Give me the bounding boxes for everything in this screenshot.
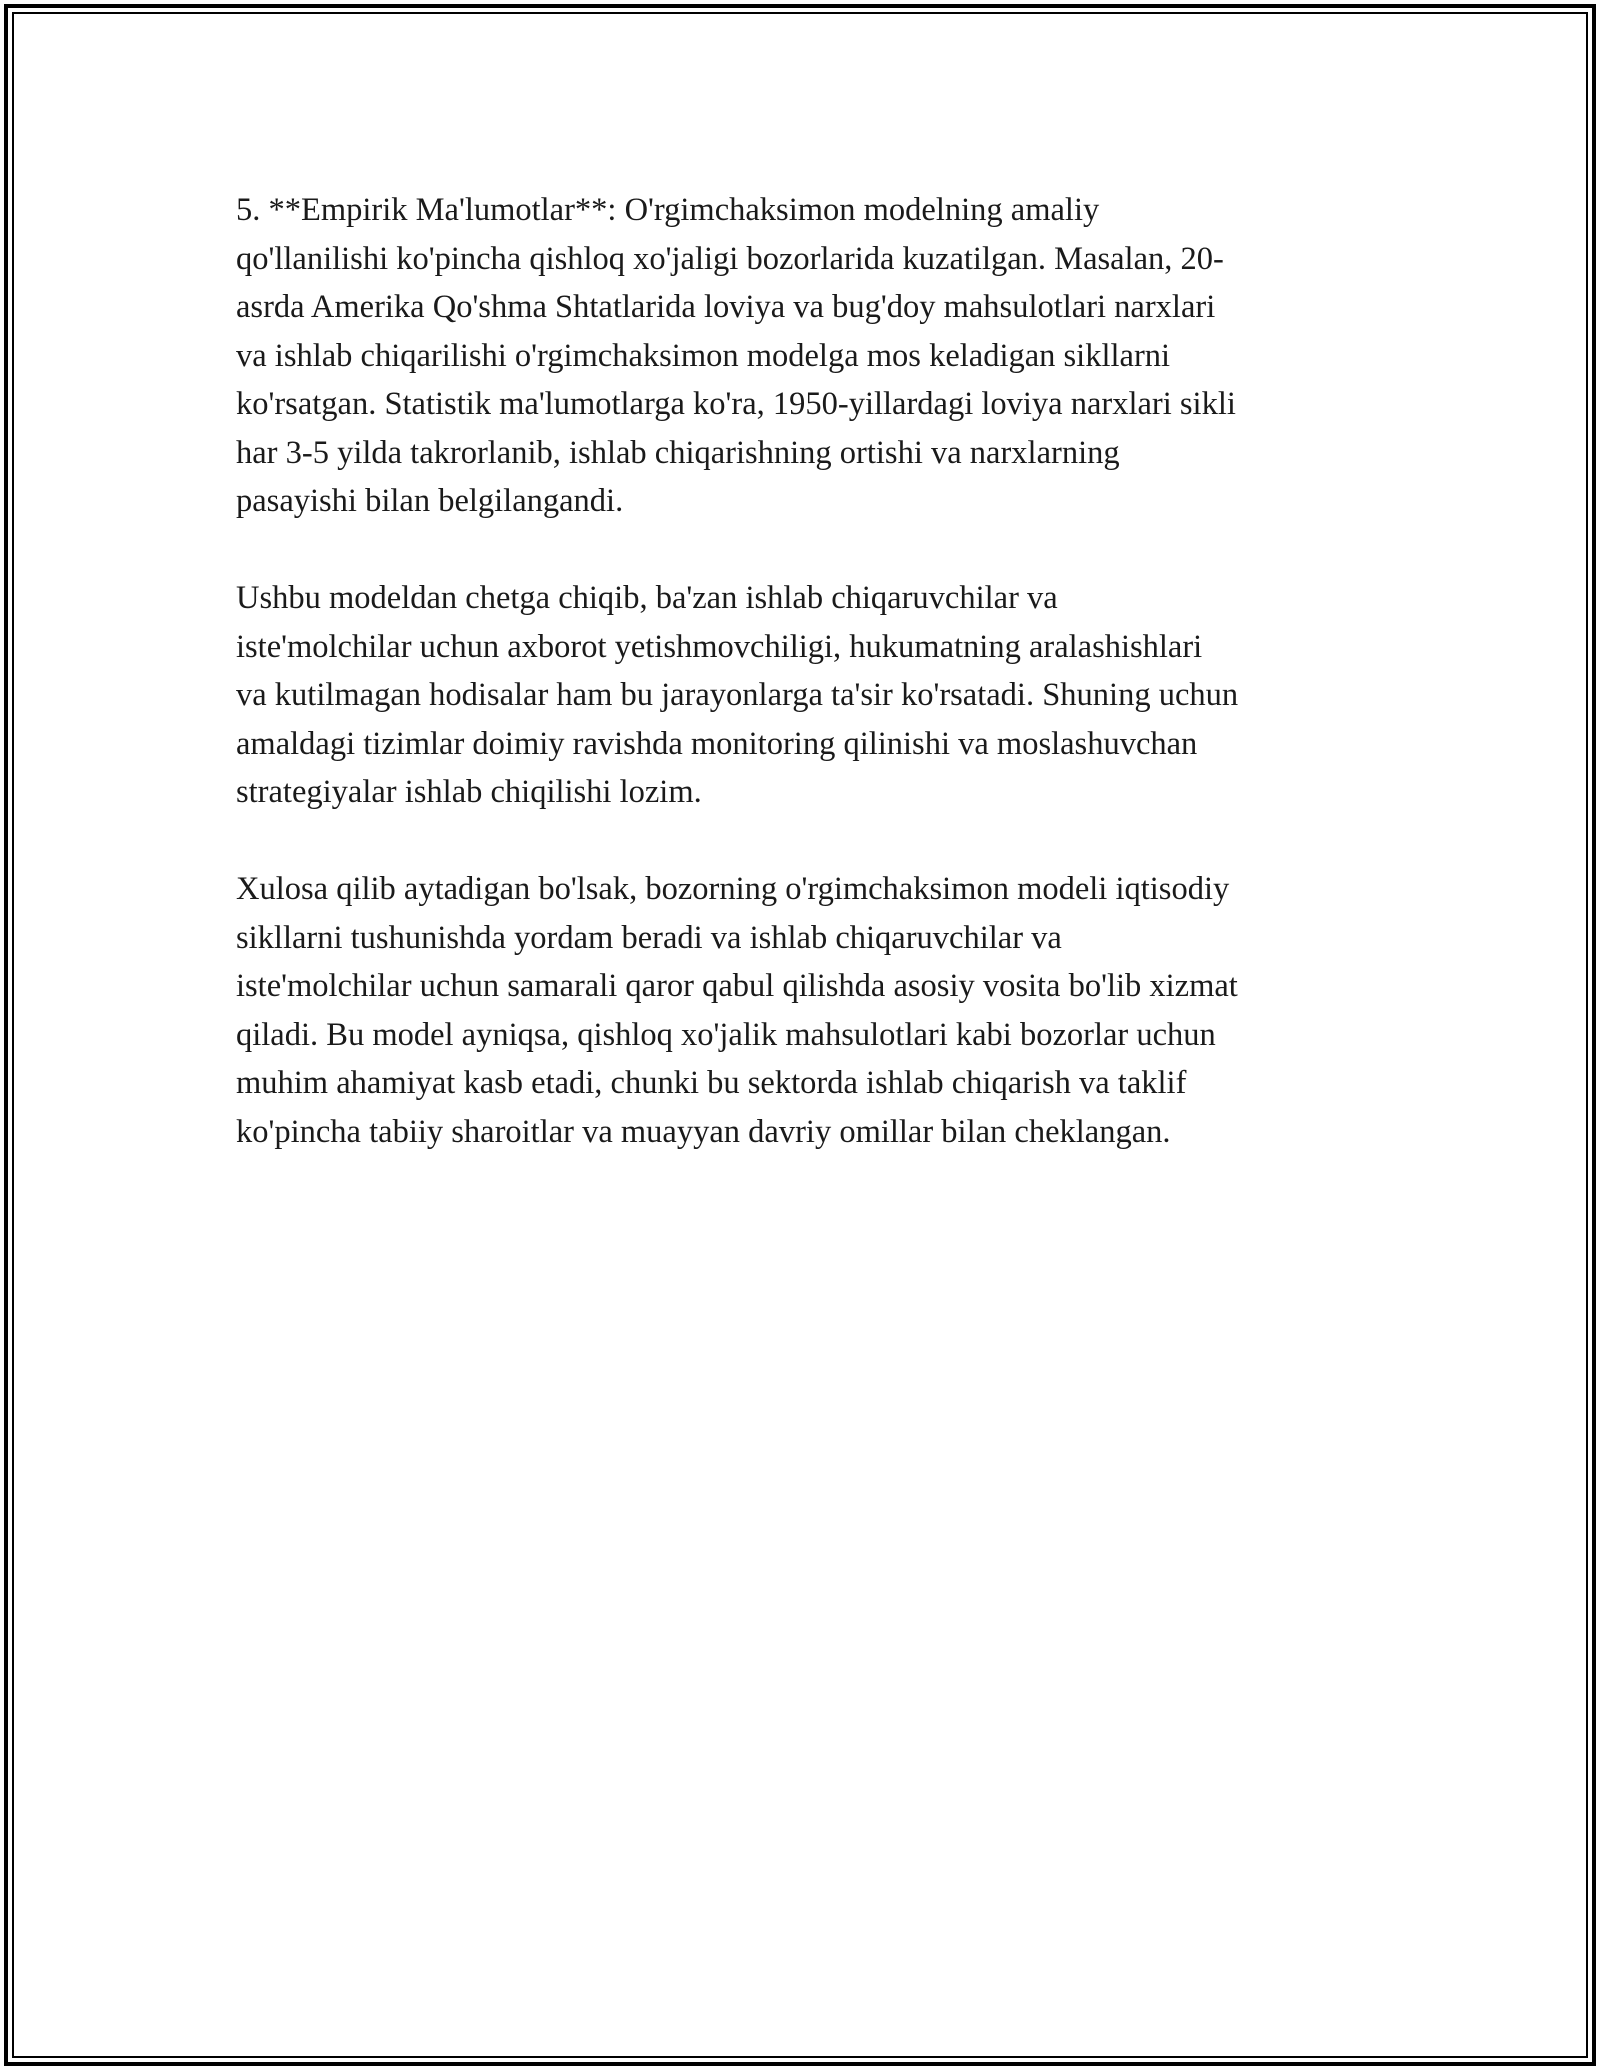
text-line: iste'molchilar uchun samarali qaror qabul qilishda asosiy vosita bo'lib xizmat [236, 968, 1238, 1004]
text-line: iste'molchilar uchun axborot yetishmovchiligi, hukumatning aralashishlari [236, 628, 1203, 665]
text-line: ko'rsatgan. Statistik ma'lumotlarga ko'ra, 1950-yillardagi loviya narxlari sikli [236, 386, 1236, 422]
text-line: qo'llanilishi ko'pincha qishloq xo'jaligi bozorlarida kuzatilgan. Masalan, 20- [236, 240, 1224, 277]
text-line: muhim ahamiyat kasb etadi, chunki bu sektorda ishlab chiqarish va taklif [236, 1065, 1187, 1101]
text-line: 5. **Empirik Ma'lumotlar**: O'rgimchaksimon modelning amaliy [236, 192, 1100, 228]
text-line: va ishlab chiqarilishi o'rgimchaksimon modelga mos keladigan sikllarni [236, 337, 1171, 374]
paragraph-conclusion [236, 865, 1386, 1156]
text-line: Ushbu modeldan chetga chiqib, ba'zan ishlab chiqaruvchilar va [236, 580, 1058, 616]
text-line: sikllarni tushunishda yordam beradi va ishlab chiqaruvchilar va [236, 919, 1062, 956]
text-line: strategiyalar ishlab chiqilishi lozim. [236, 774, 702, 810]
text-line: ko'pincha tabiiy sharoitlar va muayyan davriy omillar bilan cheklangan. [236, 1113, 1171, 1150]
text-line: va kutilmagan hodisalar ham bu jarayonlarga ta'sir ko'rsatadi. Shuning uchun [236, 677, 1239, 713]
text-line: qiladi. Bu model ayniqsa, qishloq xo'jalik mahsulotlari kabi bozorlar uchun [236, 1016, 1216, 1053]
text-line: asrda Amerika Qo'shma Shtatlarida loviya va bug'doy mahsulotlari narxlari [236, 289, 1216, 325]
text-line: Xulosa qilib aytadigan bo'lsak, bozorning o'rgimchaksimon modeli iqtisodiy [236, 871, 1230, 907]
paragraph-deviations [236, 574, 1386, 817]
text-line: amaldagi tizimlar doimiy ravishda monitoring qilinishi va moslashuvchan [236, 725, 1198, 762]
text-line: pasayishi bilan belgilangandi. [236, 483, 624, 519]
document-body [236, 186, 1386, 1205]
paragraph-empirical-data [236, 186, 1386, 526]
text-line: har 3-5 yilda takrorlanib, ishlab chiqarishning ortishi va narxlarning [236, 434, 1120, 471]
